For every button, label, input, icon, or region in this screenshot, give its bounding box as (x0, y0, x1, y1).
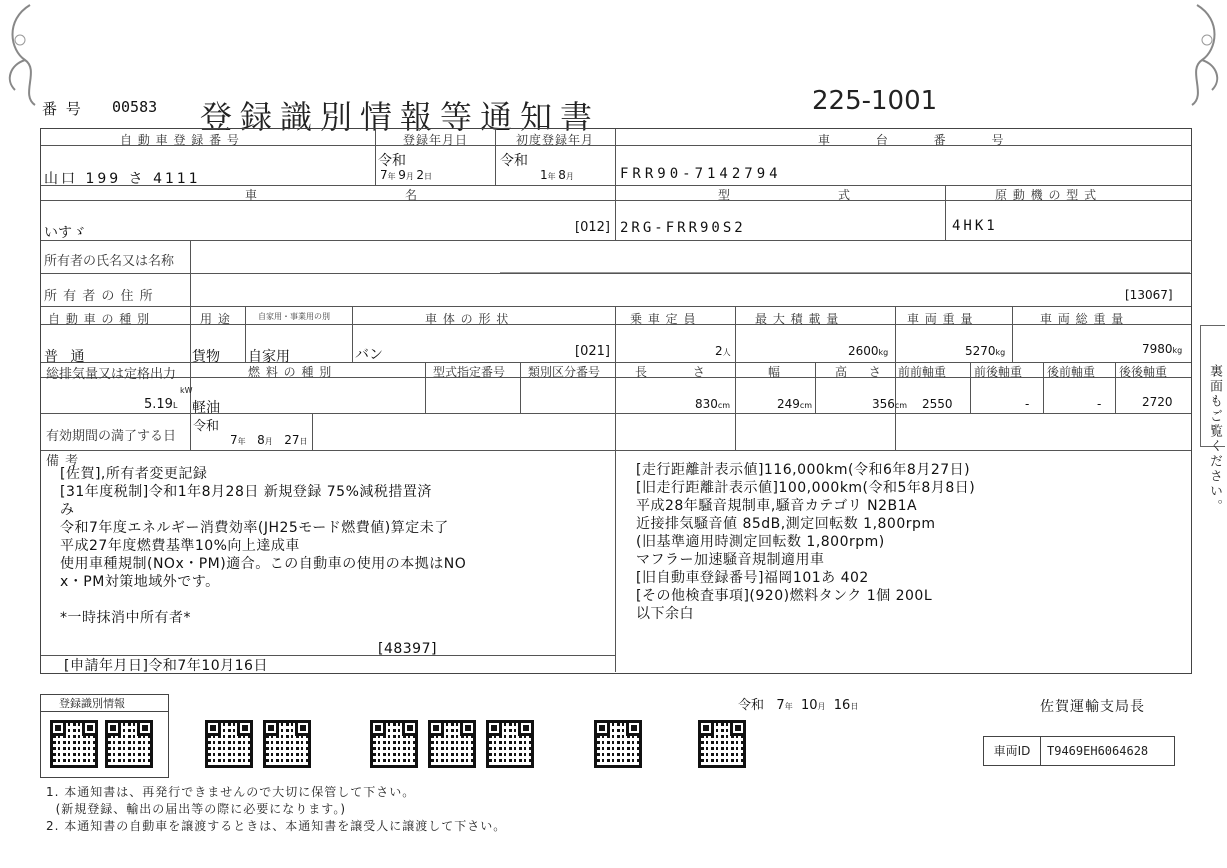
fuel-value: 軽油 (192, 400, 220, 416)
side-note-box (1200, 325, 1225, 514)
qr-code (263, 720, 311, 768)
reg-date: 7年 9月 2日 (380, 168, 433, 182)
displacement-unit-kw: kW (180, 386, 193, 395)
expiry-date: 7年 8月 27日 (230, 433, 308, 447)
note-line: 1. 本通知書は、再発行できませんので大切に保管して下さい。 (46, 785, 416, 799)
first-reg-era: 令和 (500, 153, 528, 169)
qr-code (370, 720, 418, 768)
rear-rear-axle-label: 後後軸重 (1119, 365, 1168, 379)
private-label: 自家用・事業用の別 (258, 312, 330, 321)
footer-notes (46, 784, 506, 835)
remark-line: [31年度税制]令和1年8月28日 新規登録 75%減税措置済 (60, 484, 432, 500)
reg-no-label: 自 動 車 登 録 番 号 (120, 133, 240, 147)
remark-line: [旧自動車登録番号]福岡101あ 402 (636, 570, 869, 586)
body-label: 車 体 の 形 状 (425, 312, 510, 326)
private-value: 自家用 (248, 349, 290, 365)
reg-date-era: 令和 (378, 153, 406, 169)
remark-line (60, 591, 466, 609)
model-label-1: 型 (718, 188, 732, 202)
expiry-era: 令和 (193, 419, 220, 434)
remark-line: x・PM対策地域外です。 (60, 574, 220, 590)
vehicle-make: いすゞ (44, 225, 86, 241)
length-label: 長 さ (635, 365, 706, 379)
vehicle-id-box (983, 736, 1175, 766)
front-rear-axle-label: 前後軸重 (974, 365, 1023, 379)
gross-weight-label: 車 両 総 重 量 (1040, 312, 1125, 326)
first-reg-label: 初度登録年月 (516, 133, 595, 147)
fuel-label: 燃 料 の 種 別 (248, 365, 333, 379)
capacity-label: 乗 車 定 員 (630, 312, 697, 326)
note-line: 2. 本通知書の自動車を譲渡するときは、本通知書を譲受人に譲渡して下さい。 (46, 819, 507, 833)
qr-code (698, 720, 746, 768)
remark-line: [その他検査事項](920)燃料タンク 1個 200L (636, 588, 933, 604)
reference-number: 225-1001 (812, 86, 938, 116)
front-front-axle-label: 前前軸重 (898, 365, 947, 379)
chassis-label: 車 台 番 号 (818, 133, 1005, 147)
qr-registration-label: 登録識別情報 (41, 695, 168, 712)
ff-axle-value: 2550 (922, 397, 953, 411)
qr-code (205, 720, 253, 768)
capacity-value: 2人 (715, 344, 731, 358)
use-value: 貨物 (192, 349, 220, 365)
address-code: [13067] (1125, 288, 1173, 302)
engine-model: 4HK1 (952, 218, 998, 234)
issuer: 佐賀運輸支局長 (1040, 699, 1145, 715)
rf-axle-value: - (1097, 397, 1102, 411)
remarks-left (60, 465, 466, 627)
height-value: 356cm (872, 397, 908, 411)
displacement-value: 5.19L (144, 397, 178, 412)
make-code: [012] (575, 220, 610, 235)
first-reg-date: 1年 8月 (540, 168, 574, 182)
remarks-right (636, 461, 975, 623)
number-label: 番 号 (42, 100, 83, 118)
name-label: 名 (405, 188, 419, 202)
remark-line: [走行距離計表示値]116,000km(令和6年8月27日) (636, 462, 971, 478)
issue-date: 令和 7年 10月 16日 (738, 698, 859, 713)
displacement-label: 総排気量又は定格出力 (46, 367, 177, 382)
fr-axle-value: - (1025, 397, 1030, 411)
remark-line: [佐賀],所有者変更記録 (60, 466, 208, 482)
application-date: [申請年月日]令和7年10月16日 (64, 658, 268, 674)
maxload-label: 最 大 積 載 量 (755, 312, 840, 326)
side-note: 裏面もご覧ください。 (1207, 364, 1222, 514)
remark-line: 以下余白 (636, 606, 694, 622)
kind-label: 自 動 車 の 種 別 (48, 312, 151, 326)
engine-label: 原 動 機 の 型 式 (995, 188, 1098, 202)
corner-ornament-right (1165, 0, 1227, 110)
height-label: 高 さ (835, 365, 882, 379)
remarks-label: 備 考 (46, 454, 80, 469)
remark-line: み (60, 502, 75, 518)
expiry-label: 有効期間の満了する日 (46, 429, 177, 444)
remark-line: [旧走行距離計表示値]100,000km(令和5年8月8日) (636, 480, 976, 496)
weight-value: 5270kg (965, 344, 1006, 358)
model-value: 2RG-FRR90S2 (620, 220, 746, 236)
vehicle-id-label: 車両ID (984, 737, 1041, 765)
weight-label: 車 両 重 量 (907, 312, 974, 326)
remark-line: 使用車種規制(NOx・PM)適合。この自動車の使用の本拠はNO (60, 556, 467, 572)
remark-line: 近接排気騒音値 85dB,測定回転数 1,800rpm (636, 516, 936, 532)
remark-line: 平成28年騒音規制車,騒音カテゴリ N2B1A (636, 498, 918, 514)
model-label-2: 式 (838, 188, 852, 202)
car-label: 車 (245, 188, 259, 202)
remark-line: *一時抹消中所有者* (60, 610, 191, 626)
width-value: 249cm (777, 397, 813, 411)
registration-number: 山口 199 さ 4111 (44, 171, 201, 187)
width-label: 幅 (768, 365, 782, 379)
qr-code (105, 720, 153, 768)
rr-axle-value: 2720 (1142, 395, 1173, 409)
vehicle-id-value: T9469EH6064628 (1047, 744, 1149, 758)
gross-weight-value: 7980kg (1142, 342, 1183, 356)
number-value: 00583 (112, 98, 158, 116)
owner-address-label: 所 有 者 の 住 所 (44, 289, 154, 304)
body-code: [021] (575, 344, 610, 359)
qr-code (594, 720, 642, 768)
remark-line: マフラー加速騒音規制適用車 (636, 552, 825, 568)
maxload-value: 2600kg (848, 344, 889, 358)
class-no-label: 類別区分番号 (528, 365, 601, 379)
vehicle-kind: 普 通 (44, 349, 89, 365)
page-title: 登録識別情報等通知書 (200, 98, 601, 136)
qr-code (486, 720, 534, 768)
body-shape: バン (355, 347, 383, 363)
qr-code (50, 720, 98, 768)
remark-line: 令和7年度エネルギー消費効率(JH25モード燃費値)算定未了 (60, 520, 449, 536)
note-line: (新規登録、輸出の届出等の際に必要になります。) (46, 802, 347, 816)
corner-ornament-left (0, 0, 60, 110)
rear-front-axle-label: 後前軸重 (1047, 365, 1096, 379)
length-value: 830cm (695, 397, 731, 411)
reg-date-label: 登録年月日 (403, 133, 469, 147)
remark-line: 平成27年度燃費基準10%向上達成車 (60, 538, 300, 554)
remarks-left-code: [48397] (378, 641, 437, 657)
remark-line: (旧基準適用時測定回転数 1,800rpm) (636, 534, 885, 550)
chassis-number: FRR90-7142794 (620, 166, 782, 182)
use-label: 用 途 (200, 312, 231, 326)
owner-name-label: 所有者の氏名又は名称 (44, 254, 175, 269)
type-no-label: 型式指定番号 (433, 365, 506, 379)
qr-code (428, 720, 476, 768)
